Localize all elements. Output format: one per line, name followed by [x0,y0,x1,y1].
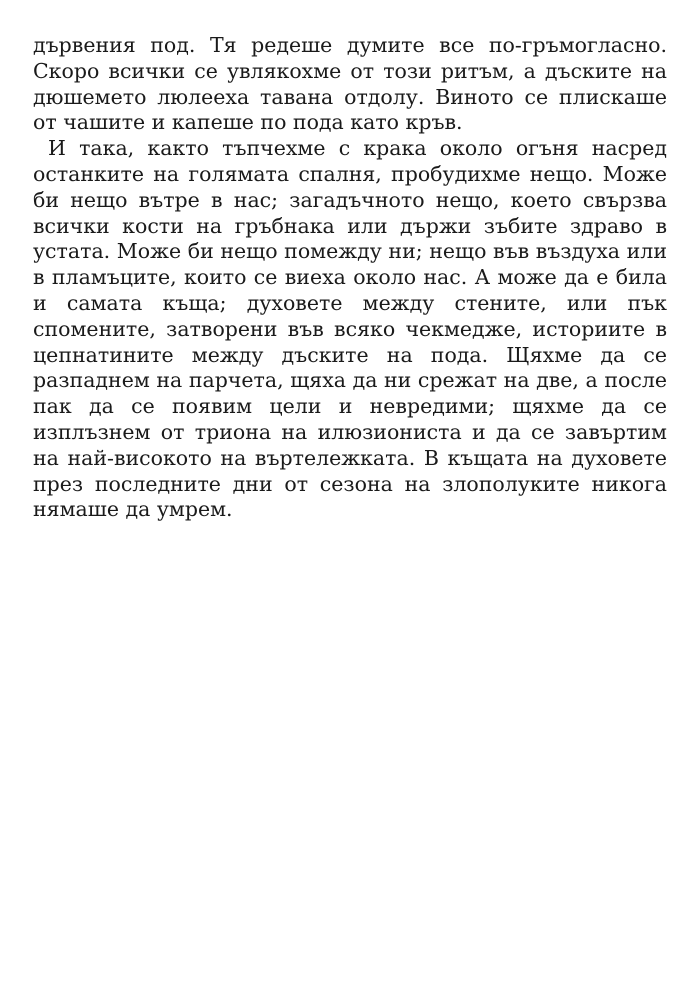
paragraph: И така, както тъпчехме с крака около огъня насред останките на голямата спалня, пробудихме нещо. Може би нещо вътре в нас; загадъчното нещо, което свързва всички кости на гръбнака или държи зъбите здраво в устата. Може би нещо помежду ни; нещо във въздуха или в пламъците, които се виеха около нас. А може да е била и самата къща; духовете между стените, или пък спомените, затворени във всяко чекмедже, историите в цепнатините между дъските на пода. Щяхме да се разпаднем на парчета, щяха да ни срежат на две, а после пак да се появим цели и невредими; щяхме да се изплъзнем от триона на илюзиониста и да се завъртим на най-високото на въртележката. В къщата на духовете през последните дни от сезона на злополуките никога нямаше да умрем. [33,136,667,522]
body-text [33,33,667,523]
paragraph-continuation: дървения под. Тя редеше думите все по-гръмогласно. Скоро всички се увлякохме от този ритъм, а дъските на дюшемето люлееха тавана отдолу. Виното се плискаше от чашите и капеше по пода като кръв. [33,33,667,135]
